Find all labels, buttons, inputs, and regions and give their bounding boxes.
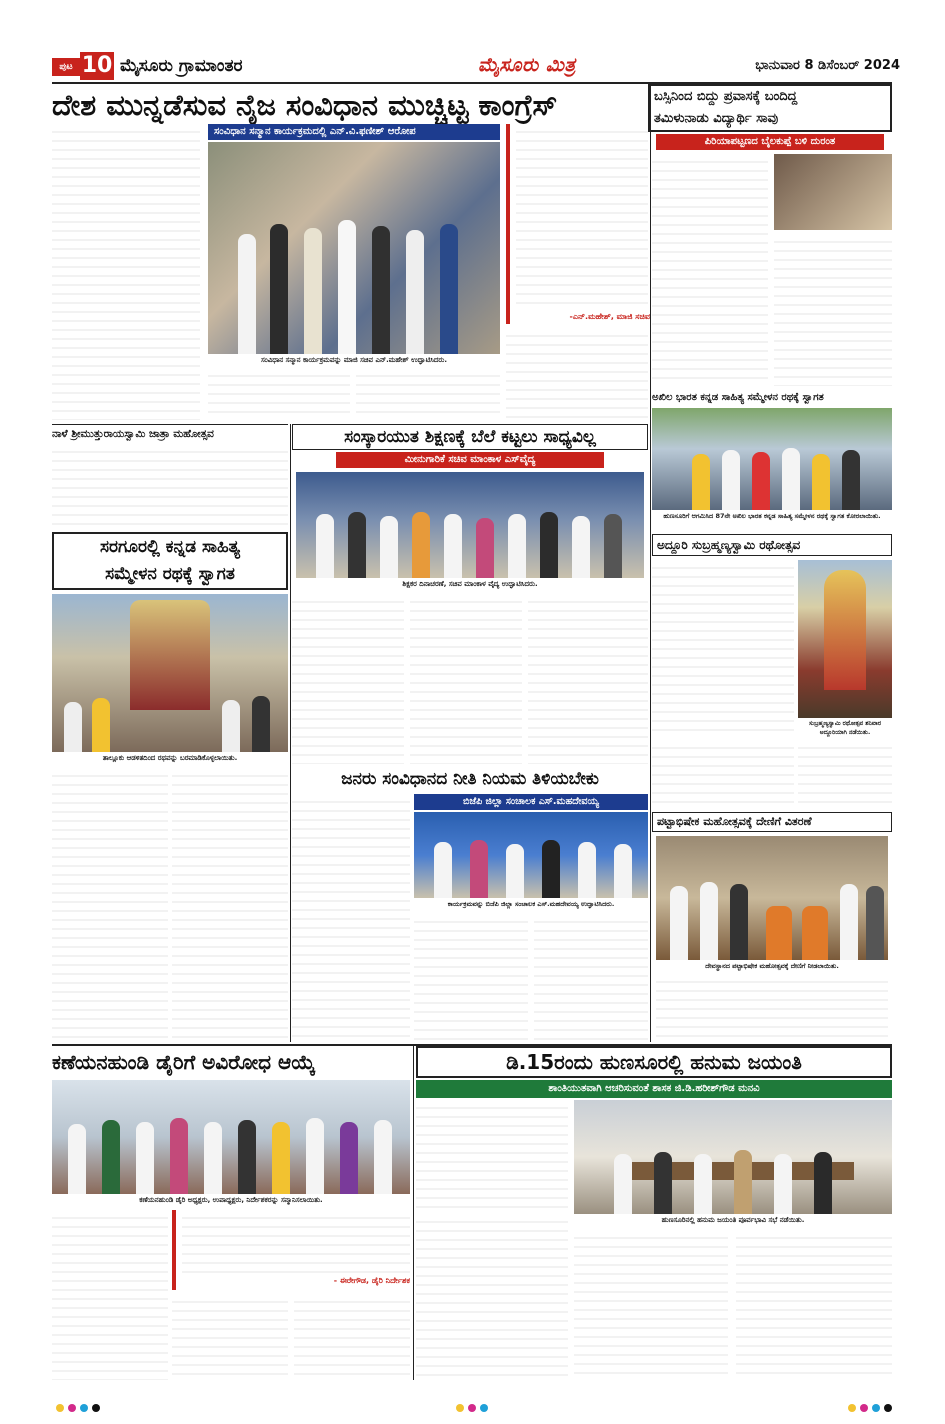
lead-subhead: ಸಂವಿಧಾನ ಸನ್ಮಾನ ಕಾರ್ಯಕ್ರಮದಲ್ಲಿ ಎನ್.ವಿ.ಫಣೀಶ್ ಆರೋಪ	[208, 124, 500, 140]
janaru-photo-caption: ಕಾರ್ಯಕ್ರಮವನ್ನು ಬಿಜೆಪಿ ಜಿಲ್ಲಾ ಸಂಚಾಲಕ ಎಸ್.ಮಹದೇವಯ್ಯ ಉದ್ಘಾಟಿಸಿದರು.	[447, 900, 615, 908]
lead-body-column-3	[356, 368, 500, 420]
registration-mark	[80, 1404, 88, 1412]
registration-mark	[480, 1404, 488, 1412]
dairy-photo-caption: ಕಣೆಯನಹುಂಡಿ ಡೈರಿ ಅಧ್ಯಕ್ಷರು, ಉಪಾಧ್ಯಕ್ಷರು, ನಿರ್ದೇಶಕರನ್ನು ಸನ್ಮಾನಿಸಲಾಯಿತು.	[139, 1196, 323, 1204]
subramanya-headline-box	[652, 534, 892, 556]
dairy-quote-attribution: - ಈರೇಗೌಡ, ಡೈರಿ ನಿರ್ದೇಶಕ	[333, 1276, 410, 1285]
registration-mark	[68, 1404, 76, 1412]
registration-mark	[56, 1404, 64, 1412]
column-divider	[290, 424, 291, 1042]
lead-body-column-4	[506, 328, 648, 420]
samskara-body-column-3	[528, 594, 648, 764]
dairy-photo	[52, 1080, 410, 1194]
registration-mark	[848, 1404, 856, 1412]
lead-body-column-2	[208, 368, 350, 420]
lead-photo-caption: ಸಂವಿಧಾನ ಸನ್ಮಾನ ಕಾರ್ಯಕ್ರಮವನ್ನು ಮಾಜಿ ಸಚಿವ ಎನ್.ಮಹೇಶ್ ಉದ್ಘಾಟಿಸಿದರು.	[260, 356, 448, 364]
hanuma-body-column-3	[574, 1230, 728, 1380]
pattabhi-headline-box	[652, 812, 892, 832]
janaru-body-column-3	[534, 914, 648, 1042]
hanuma-subhead: ಶಾಂತಿಯುತವಾಗಿ ಆಚರಿಸುವಂತೆ ಶಾಸಕ ಜಿ.ಡಿ.ಹರೀಶ್‌ಗೌಡ ಮನವಿ	[416, 1080, 892, 1098]
samskara-headline-box	[292, 424, 648, 450]
registration-mark	[884, 1404, 892, 1412]
sahitya-top-caption: ಹುಣಸೂರಿಗೆ ಆಗಮಿಸಿದ 87ನೇ ಅಖಿಲ ಭಾರತ ಕನ್ನಡ ಸಾಹಿತ್ಯ ಸಮ್ಮೇಳನ ರಥಕ್ಕೆ ಸ್ವಾಗತ ಕೋರಲಾಯಿತು.	[663, 512, 881, 520]
hanuma-photo	[574, 1100, 892, 1214]
bus-photo	[774, 154, 892, 230]
subramanya-photo	[798, 560, 892, 718]
hanuma-headline-box	[416, 1046, 892, 1078]
janaru-body-column-2	[414, 914, 528, 1042]
jatre-headline: ನಾಳೆ ಶ್ರೀಮುತ್ತುರಾಯಸ್ವಾಮಿ ಜಾತ್ರಾ ಮಹೋತ್ಸವ	[52, 428, 214, 440]
lead-quote-box	[506, 124, 648, 324]
hanuma-photo-caption: ಹುಣಸೂರಿನಲ್ಲಿ ಹನುಮ ಜಯಂತಿ ಪೂರ್ವಭಾವಿ ಸಭೆ ನಡೆಯಿತು.	[661, 1216, 805, 1224]
column-divider	[413, 1046, 414, 1380]
registration-mark	[860, 1404, 868, 1412]
lead-quote-attribution: -ಎನ್.ಮಹೇಶ್, ಮಾಜಿ ಸಚಿವ	[569, 312, 650, 321]
bus-body-column-1	[652, 154, 768, 386]
sargur-body-column-1	[52, 768, 168, 1040]
hanuma-body-column-2	[416, 1214, 568, 1380]
page-label: ಪುಟ	[52, 58, 80, 76]
subramanya-body-1	[652, 560, 794, 736]
janaru-headline: ಜನರು ಸಂವಿಧಾನದ ನೀತಿ ನಿಯಮ ತಿಳಿಯಬೇಕು	[341, 769, 599, 789]
lead-body-column-1	[52, 124, 200, 420]
pattabhi-photo	[656, 836, 888, 960]
pattabhi-body	[656, 974, 888, 1040]
subramanya-body-2	[798, 740, 892, 808]
registration-mark	[92, 1404, 100, 1412]
subramanya-body-3	[652, 740, 794, 808]
registration-mark	[468, 1404, 476, 1412]
dairy-body-column-3	[294, 1294, 410, 1380]
newspaper-logo: ಮೈಸೂರು ಮಿತ್ರ	[478, 54, 576, 76]
sargur-photo	[52, 594, 288, 752]
dairy-headline: ಕಣೆಯನಹುಂಡಿ ಡೈರಿಗೆ ಅವಿರೋಧ ಆಯ್ಕೆ	[52, 1050, 316, 1074]
divider	[52, 424, 288, 425]
jatre-body	[52, 444, 288, 528]
dairy-body-column-2	[172, 1294, 288, 1380]
subramanya-headline: ಅದ್ದೂರಿ ಸುಬ್ರಹ್ಮಣ್ಯಸ್ವಾಮಿ ರಥೋತ್ಸವ	[657, 538, 801, 552]
pattabhi-headline: ಪಟ್ಟಾಭಿಷೇಕ ಮಹೋತ್ಸವಕ್ಕೆ ದೇಣಿಗೆ ವಿತರಣೆ	[657, 815, 812, 828]
bus-body-column-2	[774, 234, 892, 386]
samskara-subhead: ಮೀನುಗಾರಿಕೆ ಸಚಿವ ಮಾಂಕಾಳ ಎಸ್‌ವೈದ್ಯ	[336, 452, 604, 468]
samskara-headline: ಸಂಸ್ಕಾರಯುತ ಶಿಕ್ಷಣಕ್ಕೆ ಬೆಲೆ ಕಟ್ಟಲು ಸಾಧ್ಯವಿಲ್ಲ	[344, 427, 596, 447]
registration-mark	[456, 1404, 464, 1412]
sargur-body-column-2	[172, 768, 288, 1040]
samskara-photo-caption: ಶಿಕ್ಷಕರ ದಿನಾಚರಣೆ, ಸಚಿವ ಮಾಂಕಾಳ ವೈದ್ಯ ಉದ್ಘಾಟಿಸಿದರು.	[402, 580, 538, 588]
sahitya-top-headline: ಅಖಿಲ ಭಾರತ ಕನ್ನಡ ಸಾಹಿತ್ಯ ಸಮ್ಮೇಳನ ರಥಕ್ಕೆ ಸ್ವಾಗತ	[652, 392, 824, 403]
subramanya-photo-caption: ಸುಬ್ರಹ್ಮಣ್ಯಸ್ವಾಮಿ ರಥೋತ್ಸವ ಶನಿವಾರ ಅದ್ದೂರಿಯಾಗಿ ನಡೆಯಿತು.	[809, 720, 881, 736]
lead-photo	[208, 142, 500, 354]
bus-subhead: ಪಿರಿಯಾಪಟ್ಟಣದ ಬೈಲಕುಪ್ಪೆ ಬಳಿ ದುರಂತ	[656, 134, 884, 150]
dairy-quote-box	[172, 1210, 410, 1290]
sargur-headline-box	[52, 532, 288, 590]
bus-headline-box	[648, 84, 892, 132]
hanuma-body-column-4	[736, 1230, 892, 1380]
sargur-headline-line-1: ಸರಗೂರಲ್ಲಿ ಕನ್ನಡ ಸಾಹಿತ್ಯ	[99, 537, 241, 557]
section-title: ಮೈಸೂರು ಗ್ರಾಮಾಂತರ	[120, 56, 243, 76]
registration-mark	[872, 1404, 880, 1412]
issue-date: ಭಾನುವಾರ 8 ಡಿಸೆಂಬರ್ 2024	[755, 58, 900, 73]
bus-headline-line-1: ಬಸ್ಸಿನಿಂದ ಬಿದ್ದು ಪ್ರವಾಸಕ್ಕೆ ಬಂದಿದ್ದ	[654, 89, 798, 104]
hanuma-headline: ಡಿ.15ರಂದು ಹುಣಸೂರಲ್ಲಿ ಹನುಮ ಜಯಂತಿ	[506, 1050, 802, 1074]
bus-headline-line-2: ತಮಿಳುನಾಡು ವಿದ್ಯಾರ್ಥಿ ಸಾವು	[654, 111, 779, 126]
samskara-body-column-2	[410, 594, 522, 764]
hanuma-body-column-1	[416, 1100, 568, 1210]
janaru-body-column-1	[292, 794, 410, 1042]
sahitya-top-photo	[652, 408, 892, 510]
dairy-body-column-1	[52, 1210, 168, 1380]
page-number: 10	[81, 53, 113, 78]
sargur-photo-caption: ತಾಲ್ಲೂಕು ಆಡಳಿತದಿಂದ ರಥವನ್ನು ಬರಮಾಡಿಕೊಳ್ಳಲಾಯಿತು.	[102, 754, 238, 762]
column-divider	[650, 86, 651, 1042]
janaru-subhead: ಬಿಜೆಪಿ ಜಿಲ್ಲಾ ಸಂಚಾಲಕ ಎಸ್.ಮಹದೇವಯ್ಯ	[414, 794, 648, 810]
samskara-photo	[296, 472, 644, 578]
lead-headline: ದೇಶ ಮುನ್ನಡೆಸುವ ನೈಜ ಸಂವಿಧಾನ ಮುಚ್ಚಿಟ್ಟ ಕಾಂಗ್ರೆಸ್	[52, 88, 558, 122]
janaru-photo	[414, 812, 648, 898]
pattabhi-photo-caption: ದೇವಸ್ಥಾನದ ಪಟ್ಟಾಭಿಷೇಕ ಮಹೋತ್ಸವಕ್ಕೆ ದೇಣಿಗೆ ನೀಡಲಾಯಿತು.	[705, 962, 839, 970]
sargur-headline-line-2: ಸಮ್ಮೇಳನ ರಥಕ್ಕೆ ಸ್ವಾಗತ	[105, 564, 235, 584]
samskara-body-column-1	[292, 594, 404, 764]
